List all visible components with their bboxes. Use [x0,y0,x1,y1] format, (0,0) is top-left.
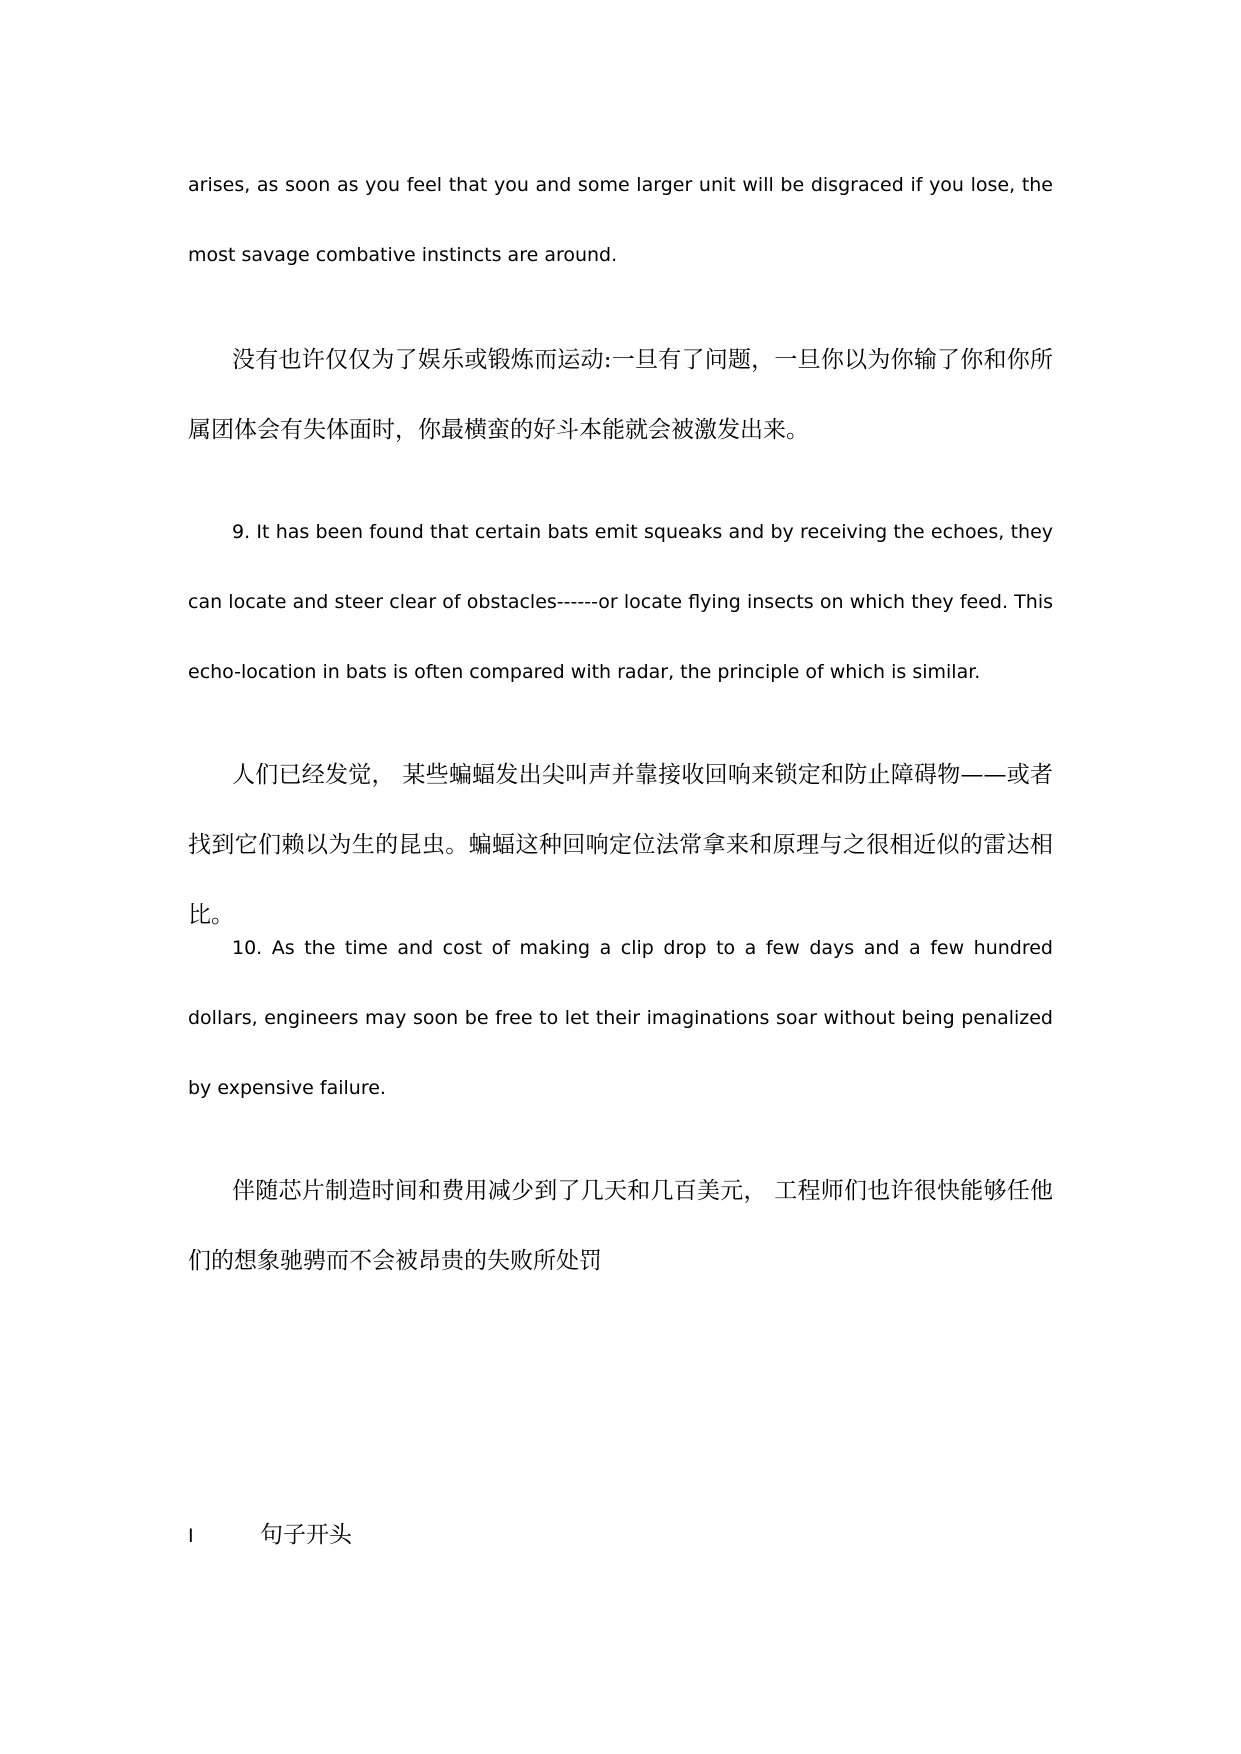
paragraph-chinese-item-10: 伴随芯片制造时间和费用减少到了几天和几百美元， 工程师们也许很快能够任他们的想象驰骋而不会被昂贵的失败所处罚 [188,1178,1053,1274]
paragraph-chinese-item-9: 人们已经发觉， 某些蝙蝠发出尖叫声并靠接收回响来锁定和防止障碍物——或者找到它们赖以为生的昆虫。蝙蝠这种回响定位法常拿来和原理与之很相近似的雷达相比。 [188,762,1053,928]
section-number: I [188,1525,194,1547]
paragraph-english-item-10: 10. As the time and cost of making a clip drop to a few days and a few hundred dollars, engineers may soon be free to let their imaginations soar without being penalized by expensive failure. [188,937,1053,1099]
paragraph-chinese-intro: 没有也许仅仅为了娱乐或锻炼而运动:一旦有了问题，一旦你以为你输了你和你所属团体会有失体面时，你最横蛮的好斗本能就会被激发出来。 [188,347,1053,443]
section-heading [188,1500,352,1570]
section-title: 句子开头 [260,1522,352,1548]
paragraph-english-item-9: 9. It has been found that certain bats emit squeaks and by receiving the echoes, they can locate and steer clear of obstacles------or locate flying insects on which they feed. This echo-location in bats is often compared with radar, the principle of which is similar. [188,521,1053,683]
paragraph-english-intro: arises, as soon as you feel that you and some larger unit will be disgraced if you lose, the most savage combative instincts are around. [188,174,1053,266]
